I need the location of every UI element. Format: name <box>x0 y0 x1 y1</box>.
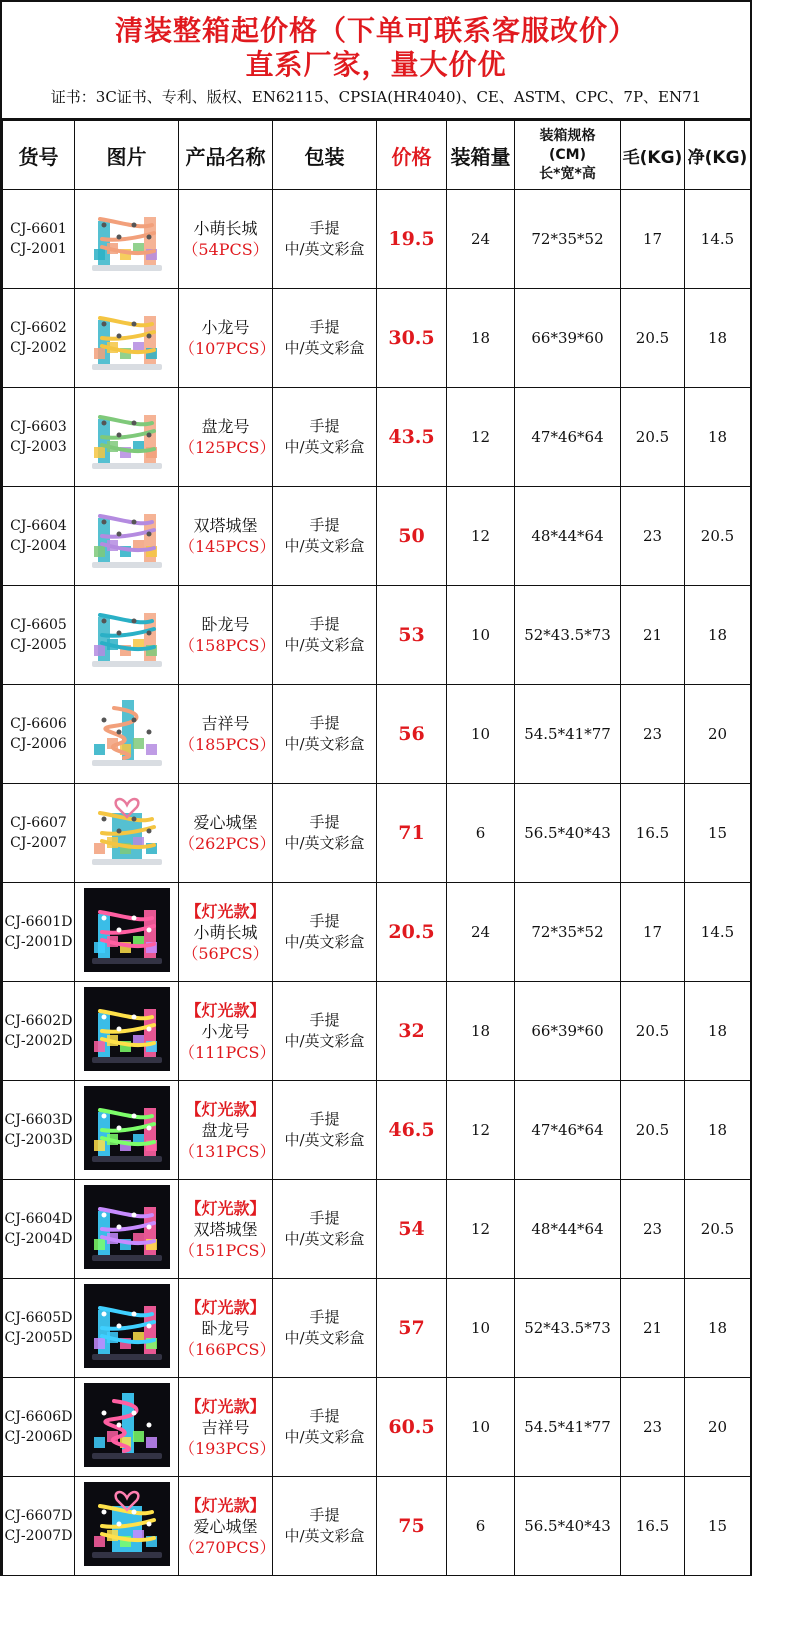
carton-spec: 72*35*52 <box>515 190 621 289</box>
table-row <box>3 388 751 487</box>
package-line-1: 手提 <box>309 714 340 732</box>
package-cell <box>273 388 377 487</box>
product-name-cell <box>179 289 276 388</box>
light-version-tag: 【灯光款】 <box>185 1198 266 1218</box>
product-code-secondary: CJ-2006 <box>10 736 67 752</box>
net-weight: 18 <box>685 586 751 685</box>
gross-weight: 16.5 <box>621 1477 685 1576</box>
gross-weight: 23 <box>621 685 685 784</box>
carton-spec: 56.5*40*43 <box>515 1477 621 1576</box>
glowing-castle-marble-run-icon <box>84 888 170 972</box>
carton-qty: 10 <box>447 685 515 784</box>
product-image-cell <box>75 388 179 487</box>
carton-qty: 12 <box>447 1180 515 1279</box>
product-code-primary: CJ-6605 <box>10 617 67 633</box>
price-value: 53 <box>377 586 447 685</box>
package-line-1: 手提 <box>309 813 340 831</box>
product-code-secondary: CJ-2002 <box>10 340 67 356</box>
product-code-primary: CJ-6607D <box>4 1508 73 1524</box>
price-value: 57 <box>377 1279 447 1378</box>
product-code <box>3 289 75 388</box>
package-line-2: 中/英文彩盒 <box>284 1527 365 1545</box>
package-line-2: 中/英文彩盒 <box>284 240 365 258</box>
product-image-cell <box>75 1477 179 1576</box>
gross-weight: 16.5 <box>621 784 685 883</box>
glowing-heart-castle-marble-run-icon <box>84 1482 170 1566</box>
product-name: 卧龙号 <box>201 615 250 634</box>
gross-weight: 20.5 <box>621 388 685 487</box>
spec-header-line-3: 长*宽*高 <box>539 165 596 182</box>
product-image-cell <box>75 586 179 685</box>
product-code <box>3 883 75 982</box>
piece-count: （56PCS） <box>182 943 269 963</box>
gross-weight: 20.5 <box>621 982 685 1081</box>
product-code-secondary: CJ-2005 <box>10 637 67 653</box>
package-line-2: 中/英文彩盒 <box>284 933 365 951</box>
price-value: 43.5 <box>377 388 447 487</box>
glowing-helix-marble-run-icon <box>84 1383 170 1467</box>
glowing-spiral-marble-run-icon <box>84 987 170 1071</box>
piece-count: （125PCS） <box>179 438 276 457</box>
package-cell <box>273 685 377 784</box>
product-code-secondary: CJ-2002D <box>4 1033 73 1049</box>
table-row <box>3 1081 751 1180</box>
product-code-secondary: CJ-2003 <box>10 439 67 455</box>
price-value: 75 <box>377 1477 447 1576</box>
product-image-cell <box>75 1279 179 1378</box>
table-row <box>3 289 751 388</box>
package-cell <box>273 586 377 685</box>
product-name-cell <box>179 190 273 289</box>
col-spec-header <box>515 121 621 190</box>
product-code <box>3 685 75 784</box>
net-weight: 18 <box>685 1279 751 1378</box>
product-name-cell <box>179 1180 276 1279</box>
carton-qty: 12 <box>447 1081 515 1180</box>
package-line-1: 手提 <box>309 417 340 435</box>
col-net-header: 净(KG) <box>685 121 751 190</box>
col-code-header: 货号 <box>3 121 75 190</box>
package-line-2: 中/英文彩盒 <box>284 1131 365 1149</box>
product-name-cell <box>179 1279 276 1378</box>
table-row <box>3 487 751 586</box>
piece-count: （145PCS） <box>179 537 276 556</box>
package-line-1: 手提 <box>309 1110 340 1128</box>
carton-spec: 54.5*41*77 <box>515 685 621 784</box>
piece-count: （166PCS） <box>179 1339 276 1359</box>
col-package-header: 包装 <box>273 121 377 190</box>
package-line-2: 中/英文彩盒 <box>284 834 365 852</box>
package-cell <box>273 1378 377 1477</box>
package-line-1: 手提 <box>309 615 340 633</box>
piece-count: （185PCS） <box>179 735 276 754</box>
product-code <box>3 1180 75 1279</box>
col-price-header: 价格 <box>377 121 447 190</box>
glowing-wide-marble-run-icon <box>84 1284 170 1368</box>
product-name: 吉祥号 <box>201 714 250 733</box>
price-value: 54 <box>377 1180 447 1279</box>
certificates-line: 证书：3C证书、专利、版权、EN62115、CPSIA(HR4040)、CE、ASTM、CPC、7P、EN71 <box>50 88 702 106</box>
helix-marble-run-icon <box>84 690 170 774</box>
package-line-1: 手提 <box>309 1308 340 1326</box>
package-line-1: 手提 <box>309 912 340 930</box>
product-code-secondary: CJ-2001 <box>10 241 67 257</box>
net-weight: 20.5 <box>685 1180 751 1279</box>
carton-spec: 72*35*52 <box>515 883 621 982</box>
product-name-cell <box>179 883 273 982</box>
product-code <box>3 586 75 685</box>
package-cell <box>273 883 377 982</box>
package-line-2: 中/英文彩盒 <box>284 438 365 456</box>
carton-qty: 12 <box>447 388 515 487</box>
package-line-1: 手提 <box>309 516 340 534</box>
product-code-secondary: CJ-2007D <box>4 1528 73 1544</box>
package-line-2: 中/英文彩盒 <box>284 339 365 357</box>
light-version-tag: 【灯光款】 <box>185 901 266 921</box>
product-code <box>3 487 75 586</box>
package-line-1: 手提 <box>309 1011 340 1029</box>
product-image-cell <box>75 784 179 883</box>
table-row <box>3 1378 751 1477</box>
net-weight: 20 <box>685 685 751 784</box>
price-value: 50 <box>377 487 447 586</box>
net-weight: 18 <box>685 289 751 388</box>
product-code-primary: CJ-6606 <box>10 716 67 732</box>
gross-weight: 20.5 <box>621 1081 685 1180</box>
castle-marble-run-icon <box>84 195 170 279</box>
product-code-secondary: CJ-2006D <box>4 1429 73 1445</box>
price-value: 56 <box>377 685 447 784</box>
price-value: 32 <box>377 982 447 1081</box>
net-weight: 14.5 <box>685 883 751 982</box>
price-value: 19.5 <box>377 190 447 289</box>
product-name: 小龙号 <box>201 1021 250 1041</box>
piece-count: （151PCS） <box>179 1240 276 1260</box>
spec-header-line-1: 装箱规格 <box>539 127 596 144</box>
gross-weight: 21 <box>621 586 685 685</box>
product-code-primary: CJ-6604 <box>10 518 67 534</box>
product-code <box>3 388 75 487</box>
product-name-cell <box>179 586 276 685</box>
product-name: 双塔城堡 <box>193 1219 258 1239</box>
table-row <box>3 190 751 289</box>
carton-spec: 48*44*64 <box>515 1180 621 1279</box>
carton-spec: 56.5*40*43 <box>515 784 621 883</box>
table-header-row <box>3 121 751 190</box>
glowing-tower-marble-run-icon <box>84 1086 170 1170</box>
product-name-cell <box>179 1378 276 1477</box>
product-image-cell <box>75 289 179 388</box>
table-row <box>3 685 751 784</box>
product-code-primary: CJ-6602 <box>10 320 67 336</box>
gross-weight: 17 <box>621 883 685 982</box>
product-code <box>3 1477 75 1576</box>
carton-qty: 18 <box>447 289 515 388</box>
package-line-1: 手提 <box>309 318 340 336</box>
net-weight: 18 <box>685 388 751 487</box>
piece-count: （111PCS） <box>179 1042 276 1062</box>
table-row <box>3 1180 751 1279</box>
piece-count: （270PCS） <box>179 1537 276 1557</box>
net-weight: 14.5 <box>685 190 751 289</box>
product-code <box>3 982 75 1081</box>
product-code-secondary: CJ-2007 <box>10 835 67 851</box>
product-code-secondary: CJ-2001D <box>4 934 73 950</box>
product-code <box>3 784 75 883</box>
spec-header-line-2: (CM) <box>548 146 586 163</box>
net-weight: 18 <box>685 982 751 1081</box>
price-value: 71 <box>377 784 447 883</box>
product-image-cell <box>75 883 179 982</box>
col-qty-header: 装箱量 <box>447 121 515 190</box>
product-code <box>3 190 75 289</box>
carton-qty: 6 <box>447 1477 515 1576</box>
carton-qty: 10 <box>447 1378 515 1477</box>
carton-spec: 66*39*60 <box>515 982 621 1081</box>
carton-spec: 54.5*41*77 <box>515 1378 621 1477</box>
wide-marble-run-icon <box>84 591 170 675</box>
price-value: 46.5 <box>377 1081 447 1180</box>
product-code-primary: CJ-6606D <box>4 1409 73 1425</box>
product-name-cell <box>179 487 276 586</box>
carton-qty: 24 <box>447 883 515 982</box>
heart-castle-marble-run-icon <box>84 789 170 873</box>
package-cell <box>273 289 377 388</box>
table-body <box>3 190 751 1576</box>
net-weight: 20 <box>685 1378 751 1477</box>
package-line-2: 中/英文彩盒 <box>284 1032 365 1050</box>
carton-spec: 52*43.5*73 <box>515 586 621 685</box>
product-name: 盘龙号 <box>201 417 250 436</box>
carton-qty: 6 <box>447 784 515 883</box>
product-name-cell <box>179 685 276 784</box>
product-image-cell <box>75 1180 179 1279</box>
package-line-2: 中/英文彩盒 <box>284 735 365 753</box>
price-value: 20.5 <box>377 883 447 982</box>
product-code-secondary: CJ-2005D <box>4 1330 73 1346</box>
product-name: 小萌长城 <box>193 922 258 942</box>
net-weight: 15 <box>685 1477 751 1576</box>
package-cell <box>273 487 377 586</box>
product-code-primary: CJ-6602D <box>4 1013 73 1029</box>
product-code-primary: CJ-6601 <box>10 221 67 237</box>
product-name: 双塔城堡 <box>193 516 258 535</box>
carton-qty: 24 <box>447 190 515 289</box>
gross-weight: 23 <box>621 487 685 586</box>
package-line-2: 中/英文彩盒 <box>284 1329 365 1347</box>
net-weight: 18 <box>685 1081 751 1180</box>
product-code-primary: CJ-6603D <box>4 1112 73 1128</box>
table-row <box>3 1477 751 1576</box>
product-code <box>3 1378 75 1477</box>
sheet-header <box>2 2 750 120</box>
table-row <box>3 586 751 685</box>
package-line-2: 中/英文彩盒 <box>284 1428 365 1446</box>
package-cell <box>273 784 377 883</box>
title-line-1: 清装整箱起价格（下单可联系客服改价） <box>114 14 637 47</box>
product-image-cell <box>75 487 179 586</box>
product-name-cell <box>179 1477 276 1576</box>
col-image-header: 图片 <box>75 121 179 190</box>
product-name: 爱心城堡 <box>193 1516 258 1536</box>
carton-spec: 66*39*60 <box>515 289 621 388</box>
table-row <box>3 784 751 883</box>
product-name: 卧龙号 <box>201 1318 250 1338</box>
product-name: 爱心城堡 <box>193 813 258 832</box>
light-version-tag: 【灯光款】 <box>185 1099 266 1119</box>
package-cell <box>273 1081 377 1180</box>
title-line-2: 直系厂家，量大价优 <box>245 48 507 81</box>
product-code-primary: CJ-6605D <box>4 1310 73 1326</box>
product-code-primary: CJ-6607 <box>10 815 67 831</box>
net-weight: 15 <box>685 784 751 883</box>
product-code-secondary: CJ-2004 <box>10 538 67 554</box>
package-cell <box>273 1180 377 1279</box>
product-name-cell <box>179 982 276 1081</box>
spiral-marble-run-icon <box>84 294 170 378</box>
carton-spec: 48*44*64 <box>515 487 621 586</box>
light-version-tag: 【灯光款】 <box>185 1297 266 1317</box>
gross-weight: 21 <box>621 1279 685 1378</box>
light-version-tag: 【灯光款】 <box>185 1396 266 1416</box>
package-line-2: 中/英文彩盒 <box>284 537 365 555</box>
tower-marble-run-icon <box>84 393 170 477</box>
product-code <box>3 1081 75 1180</box>
piece-count: （193PCS） <box>179 1438 276 1458</box>
gross-weight: 17 <box>621 190 685 289</box>
piece-count: （107PCS） <box>179 339 276 358</box>
product-code-secondary: CJ-2003D <box>4 1132 73 1148</box>
package-cell <box>273 1279 377 1378</box>
col-gross-header: 毛(KG) <box>621 121 685 190</box>
product-image-cell <box>75 1378 179 1477</box>
light-version-tag: 【灯光款】 <box>185 1000 266 1020</box>
product-code-primary: CJ-6603 <box>10 419 67 435</box>
package-line-2: 中/英文彩盒 <box>284 636 365 654</box>
package-line-1: 手提 <box>309 219 340 237</box>
net-weight: 20.5 <box>685 487 751 586</box>
carton-qty: 12 <box>447 487 515 586</box>
carton-spec: 47*46*64 <box>515 388 621 487</box>
twin-tower-marble-run-icon <box>84 492 170 576</box>
gross-weight: 23 <box>621 1378 685 1477</box>
table-row <box>3 982 751 1081</box>
carton-qty: 10 <box>447 1279 515 1378</box>
gross-weight: 20.5 <box>621 289 685 388</box>
table-row <box>3 883 751 982</box>
carton-qty: 10 <box>447 586 515 685</box>
product-image-cell <box>75 1081 179 1180</box>
package-line-1: 手提 <box>309 1506 340 1524</box>
piece-count: （158PCS） <box>179 636 276 655</box>
product-name-cell <box>179 1081 276 1180</box>
product-image-cell <box>75 190 179 289</box>
glowing-twin-tower-marble-run-icon <box>84 1185 170 1269</box>
product-image-cell <box>75 685 179 784</box>
gross-weight: 23 <box>621 1180 685 1279</box>
product-code-primary: CJ-6604D <box>4 1211 73 1227</box>
light-version-tag: 【灯光款】 <box>185 1495 266 1515</box>
product-code-secondary: CJ-2004D <box>4 1231 73 1247</box>
price-value: 30.5 <box>377 289 447 388</box>
product-name-cell <box>179 388 276 487</box>
package-line-2: 中/英文彩盒 <box>284 1230 365 1248</box>
product-code <box>3 1279 75 1378</box>
package-line-1: 手提 <box>309 1407 340 1425</box>
product-name-cell <box>179 784 276 883</box>
package-cell <box>273 982 377 1081</box>
col-name-header: 产品名称 <box>179 121 273 190</box>
product-name: 小萌长城 <box>193 219 258 238</box>
piece-count: （131PCS） <box>179 1141 276 1161</box>
piece-count: （54PCS） <box>182 240 269 259</box>
product-name: 吉祥号 <box>201 1417 250 1437</box>
product-code-primary: CJ-6601D <box>4 914 73 930</box>
carton-qty: 18 <box>447 982 515 1081</box>
table-row <box>3 1279 751 1378</box>
price-value: 60.5 <box>377 1378 447 1477</box>
product-name: 盘龙号 <box>201 1120 250 1140</box>
package-cell <box>273 1477 377 1576</box>
product-image-cell <box>75 982 179 1081</box>
carton-spec: 52*43.5*73 <box>515 1279 621 1378</box>
carton-spec: 47*46*64 <box>515 1081 621 1180</box>
product-table <box>2 120 751 1576</box>
piece-count: （262PCS） <box>179 834 276 853</box>
package-cell <box>273 190 377 289</box>
product-name: 小龙号 <box>201 318 250 337</box>
package-line-1: 手提 <box>309 1209 340 1227</box>
